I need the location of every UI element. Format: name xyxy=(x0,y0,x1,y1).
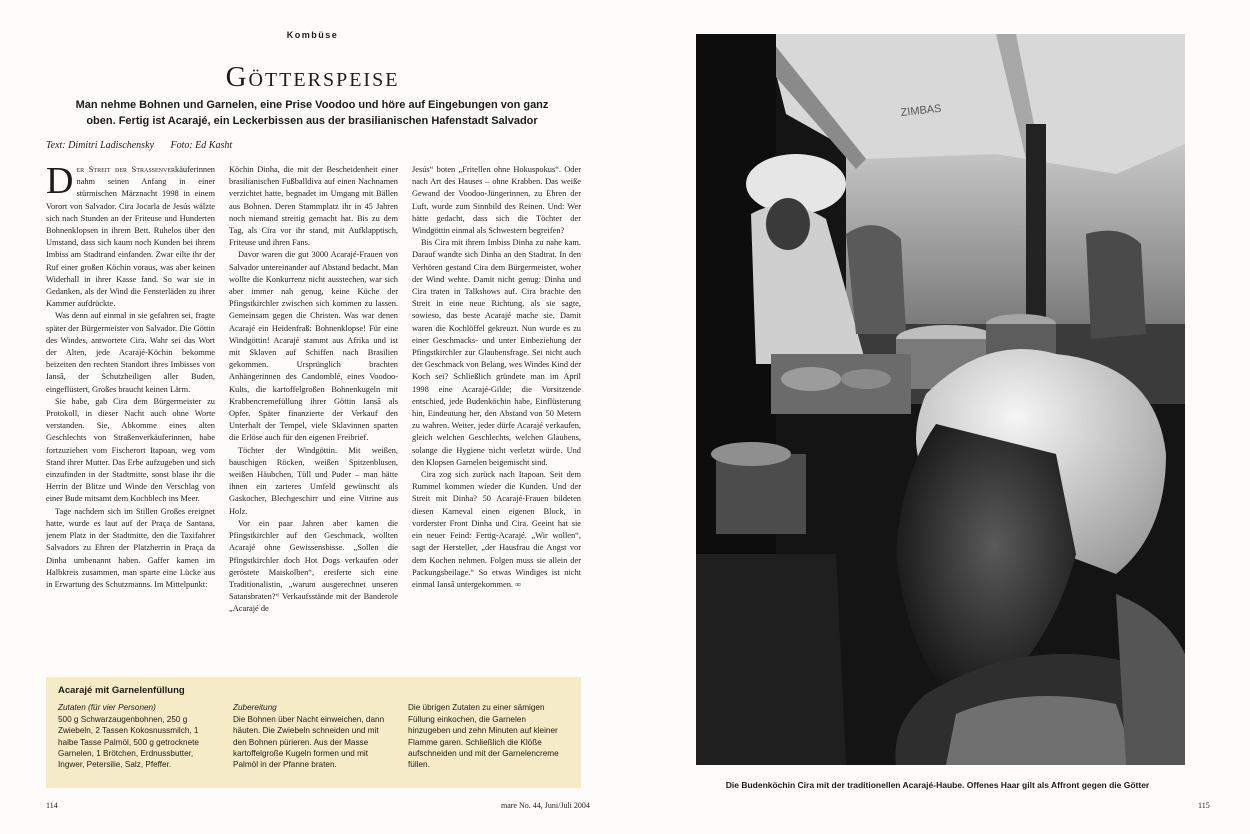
paragraph-text: käuferinnen nahm seinen Anfang in einer stürmischen Märznacht 1998 in einem Vorort von Salvador. Cira Jocarla de Jesús wälzte sich nach Stunden an der Friteuse und Hunderten Bohnenklopsen in ihrem Bett. Ruhelos über den Umstand, dass sich kaum noch Kunden bei ihrem Imbiss am Stadtrand einfanden. Zwar eilte ihr der Ruf einer großen Köchin voraus, was aber keinen Widerhall in ihrer Kasse fand. So war sie in Gedanken, als der Wind die Fensterläden zu ihrer Kammer aufdrückte. xyxy=(46,165,215,309)
article-subtitle: Man nehme Bohnen und Garnelen, eine Prise Voodoo und höre auf Eingebungen von ganz oben. Fertig ist Acarajé, ein Leckerbissen aus der brasilianischen Hafenstadt Salvador xyxy=(75,99,549,127)
right-page xyxy=(625,0,1250,834)
recipe-columns xyxy=(58,702,569,770)
recipe-title: Acarajé mit Garnelenfüllung xyxy=(58,685,185,696)
column-3 xyxy=(412,164,581,672)
paragraph: Köchin Dinha, die mit der Bescheidenheit einer brasilianischen Fußballdiva auf einen Nachnamen verzichtet hatte, begnadet im Umgang mit Bällen aus Bohnen. Deren Stammplatz ihr in 45 Jahren noch niemand streitig gemacht hat. Bis zu dem Tag, als Cira vor ihr stand, mit Aufklapptisch, Friteuse und ihren Fans. xyxy=(229,165,398,248)
paragraph: Cira zog sich zurück nach Itapoan. Seit dem Rummel kommen wieder die Kunden. Und der Streit mit Dinha? 50 Acarajé-Frauen bildeten diesen Karneval einen eigenen Block, in vorderster Front Dinha und Cira. Geeint hat sie ein neuer Feind: Fertig-Acarajé. „Wir wollen“, sagt der Hersteller, „der Hausfrau die Angst vor dem Kochen nehmen. Folgen muss sie allein der Packungsbeilage.“ So etwas Windiges ist nicht einmal Iansã untergekommen. ∞ xyxy=(412,470,581,589)
photo-credit: Foto: Ed Kasht xyxy=(170,140,233,151)
paragraph: Was denn auf einmal in sie gefahren sei, fragte später der Bürgermeister von Salvador. Die Göttin des Windes, antwortete Cira. Wahr sei das Wort der Alten, jede Acarajé-Köchin bekomme beizeiten den rechten Standort ihres Imbisses von Iansã, der Schutzheiligen aller Buden, eingeflüstert, Großes braucht keinen Lärm. xyxy=(46,311,215,394)
photo-caption: Die Budenköchin Cira mit der traditionellen Acarajé-Haube. Offenes Haar gilt als Affront gegen die Götter xyxy=(725,780,1150,790)
paragraph: Bis Cira mit ihrem Imbiss Dinha zu nahe kam. Darauf wandte sich Dinha an den Stadtrat. In den Verhören gestand Cira dem Bürgermeister, woher der Wind wehte. Damit nicht genug: Dinha und Cira traten in Talkshows auf. Cira brachte den Streit in eine neue Richtung, als sie sagte, sowieso, das beste Acarajé mache sie. Damit waren die Kochlöffel gekreuzt. Nun wurde es zu einer Geschmacks- und unter Einbeziehung der Pfingstkirchler zur Glaubensfrage. Sei nicht auch der Geschmack von Belang, wes Windes Kind der Koch sei? Schließlich gründete man im April 1998 eine Acarajé-Gilde; die Vorsitzende entschied, jede Budenköchin habe, Einflüsterung hin, Eindeutung her, den Abstand von 50 Metern zu wahren. Weiter, jeder dürfe Acarajé verkaufen, gleich welchen Geschlechts, welchen Glaubens, solange die Hygiene nicht verletzt würde. Und den Klopsen Garnelen beigemischt sind. xyxy=(412,238,581,467)
magazine-footer: mare No. 44, Juni/Juli 2004 xyxy=(501,801,590,810)
ingredients-text: 500 g Schwarzaugenbohnen, 250 g Zwiebeln, 2 Tassen Kokosnussmilch, 1 halbe Tasse Palmöl, 500 g getrocknete Garnelen, 1 Brötchen, Erdnussbutter, Ingwer, Petersilie, Salz, Pfeffer. xyxy=(58,714,199,770)
canopy-sign: ZIMBAS xyxy=(900,102,943,119)
recipe-ingredients xyxy=(58,702,219,770)
paragraph: Davor waren die gut 3000 Acarajé-Frauen von Salvador untereinander auf Abstand bedacht. Man wollte die Konkurrenz nicht ausstechen, war sich aber immer nah genug, keine Küche der Pfingstkirchler zwischen sich kommen zu lassen. Gemeinsam gegen die Christen. Was war denen Acarajé ein Heidenfraß: Bohnenklopse! Für eine Windgöttin! Acarajé stammt aus Afrika und ist mit Sklaven auf Schiffen nach Brasilien gekommen. Ursprünglich brachten Anhängerinnen des Candomblé, eines Voodoo-Kults, die kartoffelgroßen Bohnenkugeln mit Krabbencremefüllung ihrer Göttin Iansã als Opfer. Später finanzierte der Verkauf den Unterhalt der Tempel, viele Sklavinnen sparten die Erlöse auch für den eigenen Freibrief. xyxy=(229,250,398,443)
recipe-box xyxy=(46,677,581,788)
preparation-text: Die Bohnen über Nacht einweichen, dann häuten. Die Zwiebeln schneiden und mit den Bohnen pürieren. Aus der Masse kartoffelgroße Kugeln formen und mit Palmöl in der Pfanne braten. xyxy=(233,714,385,770)
author-credit: Text: Dimitri Ladischensky xyxy=(46,140,154,151)
preparation-text-2: Die übrigen Zutaten zu einer sämigen Füllung einkochen, die Garnelen hinzugeben und zehn Minuten auf kleiner Flamme garen. Schließlich die Klöße aufschneiden und mit der Garnelencreme füllen. xyxy=(408,703,559,770)
preparation-heading: Zubereitung xyxy=(233,703,277,713)
recipe-preparation-continued xyxy=(408,702,569,770)
photo-illustration xyxy=(696,34,1185,765)
section-label: Kombüse xyxy=(286,30,339,40)
credits xyxy=(46,140,246,151)
paragraph xyxy=(46,164,215,310)
article-body xyxy=(46,164,581,672)
paragraph: Tage nachdem sich im Stillen Großes ereignet hatte, wurde es laut auf der Praça de Santana, jenem Platz in der Stadtmitte, den die Taxifahrer Salvadors zu Ehren der Platzherrin in Praça da Dinha umbenannt haben. Gaffer kamen im Halbkreis zusammen, man sparte eine Lücke aus in Erwartung des Schutzmanns. Im Mittelpunkt: xyxy=(46,506,215,589)
column-2 xyxy=(229,164,398,672)
article-title: Götterspeise xyxy=(225,61,400,93)
paragraph: Sie habe, gab Cira dem Bürgermeister zu Protokoll, in dieser Nacht auch ohne Worte verstanden. Sie, Abkomme eines alten Geschlechts von Straßenverkäuferinnen, habe fortzuziehen vom Fischerort Itapoan, weg vom Stand ihrer Mutter. Das Erbe aufzugeben und sich einzufinden in der Stadtmitte, sonst blase ihr die Herrin der Blitze und Winde den Verschlag von einer Bude mitsamt dem Kochblech ins Meer. xyxy=(46,396,215,504)
ingredients-heading: Zutaten (für vier Personen) xyxy=(58,703,156,713)
paragraph: Jesús“ boten „Fritellen ohne Hokuspokus“. Oder nach Art des Hauses – ohne Krabben. Das weiße Gewand der Voodoo-Jüngerinnen, zu Ehren der Luft, wurde zum Sinnbild des Reinen. Und: Wer hätte gedacht, dass sich die Töchter der Windgöttin einmal als Schwestern begreifen? xyxy=(412,165,581,236)
column-1 xyxy=(46,164,215,672)
paragraph: Vor ein paar Jahren aber kamen die Pfingstkirchler auf den Geschmack, wollten Acarajé ohne Gewissensbisse. „Sollen die Pfingstkirchler doch Hot Dogs verkaufen oder geröstete Maiskolben“, ereiferte sich eine Traditionalistin, „warum ausgerechnet unseren Satansbraten?“ Verkaufsstände mit der Banderole „Acarajé de xyxy=(229,518,398,614)
paragraph: Töchter der Windgöttin. Mit weißen, bauschigen Röcken, weißen Spitzenblusen, weißen Häubchen, Tüll und Puder – man hätte ihnen ein zarteres Umfeld gewünscht als Gaskocher, Blechgeschirr und eine Vitrine aus Holz. xyxy=(229,445,398,516)
drop-cap: D xyxy=(46,164,74,202)
page-number-right: 115 xyxy=(1198,801,1210,810)
page-number-left: 114 xyxy=(46,801,58,810)
recipe-preparation xyxy=(233,702,394,770)
lead-in: er Streit der Straßenver xyxy=(76,165,175,174)
cook-photo xyxy=(696,34,1185,765)
